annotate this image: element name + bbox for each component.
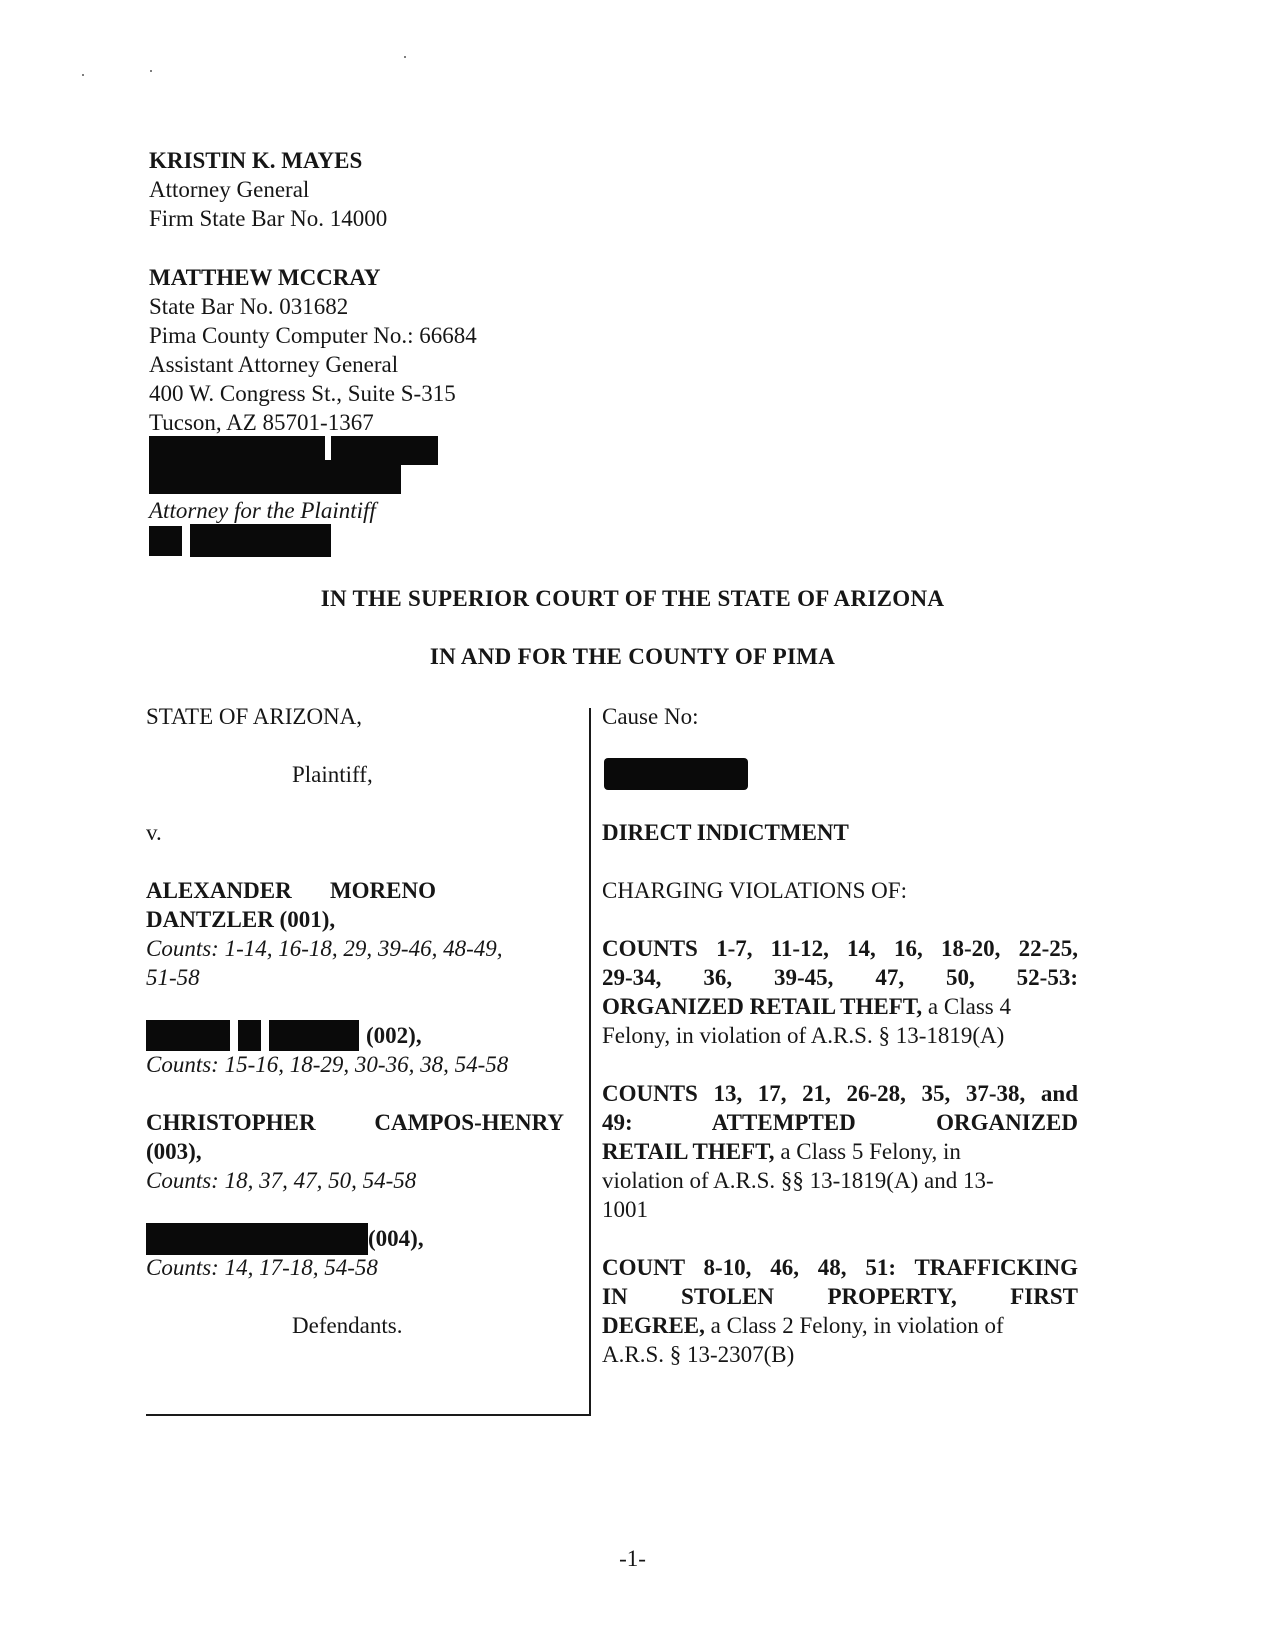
defendant-1-counts-b: 51-58 xyxy=(146,965,200,990)
redaction-box xyxy=(146,1020,230,1051)
charging-violations: CHARGING VIOLATIONS OF: xyxy=(602,878,907,903)
aag-bar-number: State Bar No. 031682 xyxy=(149,294,349,319)
offense-class: a Class 2 Felony, in violation of xyxy=(704,1313,1004,1338)
offense-class: a Class 5 Felony, in xyxy=(774,1139,961,1164)
count-group-2-line-3 xyxy=(602,1137,1078,1166)
offense-name: RETAIL THEFT, xyxy=(602,1139,775,1164)
document-title: DIRECT INDICTMENT xyxy=(602,820,849,845)
ag-bar-number: Firm State Bar No. 14000 xyxy=(149,206,388,231)
count-group-3-line-1: COUNT 8-10, 46, 48, 51: TRAFFICKING xyxy=(602,1255,1078,1280)
count-group-2-line-5: 1001 xyxy=(602,1197,648,1222)
scan-speck xyxy=(150,70,152,72)
address-line-2: Tucson, AZ 85701-1367 xyxy=(149,410,374,435)
scan-speck xyxy=(404,56,406,58)
count-group-1-line-3 xyxy=(602,992,1078,1021)
defendant-3-counts: Counts: 18, 37, 47, 50, 54-58 xyxy=(146,1168,417,1193)
defendant-2-suffix: (002), xyxy=(366,1023,422,1048)
count-group-3-line-3 xyxy=(602,1311,1078,1340)
redaction-box xyxy=(149,526,182,556)
cause-number-label: Cause No: xyxy=(602,704,699,729)
address-line-1: 400 W. Congress St., Suite S-315 xyxy=(149,381,456,406)
redaction-box xyxy=(604,758,748,790)
defendant-4-suffix: (004), xyxy=(368,1226,424,1251)
defendant-3-name-b: (003), xyxy=(146,1139,202,1164)
defendants-label: Defendants. xyxy=(292,1313,403,1338)
caption-bottom-rule xyxy=(146,1414,591,1416)
court-heading-line-1: IN THE SUPERIOR COURT OF THE STATE OF ARIZONA xyxy=(320,586,945,611)
count-group-2-line-2: 49: ATTEMPTED ORGANIZED xyxy=(602,1110,1078,1135)
redaction-box xyxy=(238,1020,261,1051)
aag-pima-number: Pima County Computer No.: 66684 xyxy=(149,323,477,348)
defendant-3-name-a: CHRISTOPHER CAMPOS-HENRY xyxy=(146,1110,564,1135)
offense-name: DEGREE, xyxy=(602,1313,705,1338)
ag-title: Attorney General xyxy=(149,177,310,202)
attorney-role: Attorney for the Plaintiff xyxy=(149,498,376,523)
versus: v. xyxy=(146,820,162,845)
defendant-4-counts: Counts: 14, 17-18, 54-58 xyxy=(146,1255,378,1280)
aag-title: Assistant Attorney General xyxy=(149,352,399,377)
redaction-box xyxy=(269,1020,359,1051)
count-group-1-line-4: Felony, in violation of A.R.S. § 13-1819(A) xyxy=(602,1023,1005,1048)
count-group-3-line-2: IN STOLEN PROPERTY, FIRST xyxy=(602,1284,1078,1309)
count-group-1-line-2: 29-34, 36, 39-45, 47, 50, 52-53: xyxy=(602,965,1078,990)
offense-name: ORGANIZED RETAIL THEFT, xyxy=(602,994,923,1019)
redaction-box xyxy=(149,460,401,494)
defendant-2-counts: Counts: 15-16, 18-29, 30-36, 38, 54-58 xyxy=(146,1052,509,1077)
court-heading-line-2: IN AND FOR THE COUNTY OF PIMA xyxy=(429,644,836,669)
defendant-1-counts-a: Counts: 1-14, 16-18, 29, 39-46, 48-49, xyxy=(146,936,503,961)
count-group-2-line-4: violation of A.R.S. §§ 13-1819(A) and 13- xyxy=(602,1168,994,1193)
offense-class: a Class 4 xyxy=(922,994,1011,1019)
defendant-1-name-a: ALEXANDER MORENO xyxy=(146,878,436,903)
defendant-1-name-b: DANTZLER (001), xyxy=(146,907,336,932)
plaintiff-label: Plaintiff, xyxy=(292,762,373,787)
redaction-box xyxy=(146,1223,368,1255)
ag-name: KRISTIN K. MAYES xyxy=(149,148,363,173)
state-of-arizona: STATE OF ARIZONA, xyxy=(146,704,363,729)
redaction-box xyxy=(190,524,331,557)
scan-speck xyxy=(82,74,84,76)
page-number: -1- xyxy=(619,1546,646,1571)
count-group-1-line-1: COUNTS 1-7, 11-12, 14, 16, 18-20, 22-25, xyxy=(602,936,1078,961)
caption-vertical-rule xyxy=(589,708,591,1416)
redaction-box xyxy=(149,436,325,461)
aag-name: MATTHEW MCCRAY xyxy=(149,265,381,290)
count-group-3-line-4: A.R.S. § 13-2307(B) xyxy=(602,1342,795,1367)
count-group-2-line-1: COUNTS 13, 17, 21, 26-28, 35, 37-38, and xyxy=(602,1081,1078,1106)
